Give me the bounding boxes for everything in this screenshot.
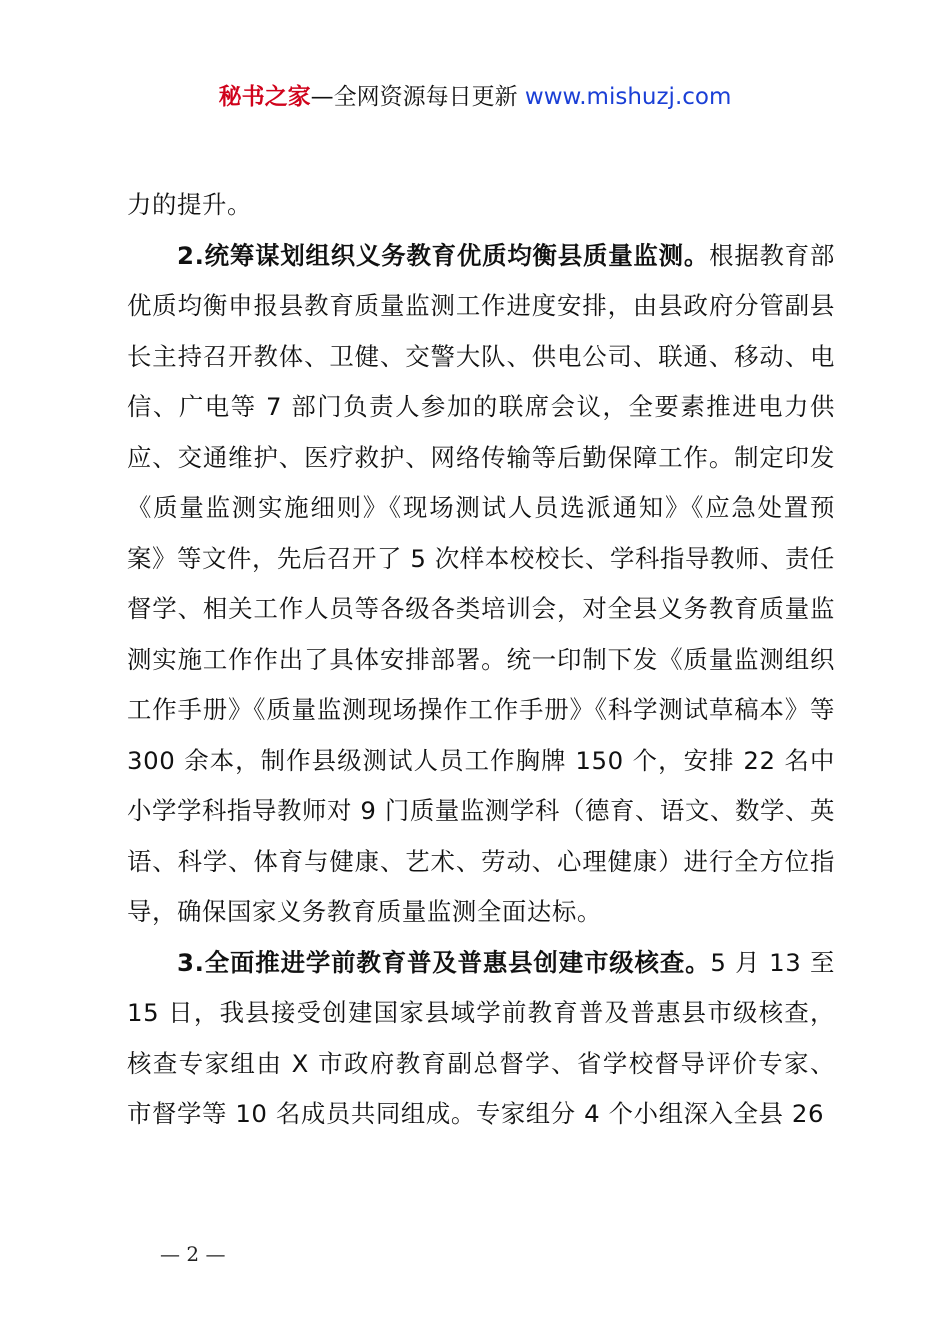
paragraph-continuation [127,180,835,231]
paragraph-section-3 [127,938,835,1140]
paragraph-heading: 3.全面推进学前教育普及普惠县创建市级核查。 [177,947,711,977]
paragraph-section-2 [127,231,835,938]
paragraph-text: 5 月 13 至 15 日，我县接受创建国家县域学前教育普及普惠县市级核查，核查专家组由 X 市政府教育副总督学、省学校督导评价专家、市督学等 10 名成员共同组成。专家组分 4 个小组深入全县 26 [127,947,835,1128]
header-tagline: 全网资源每日更新 [333,84,518,110]
header-brand: 秘书之家 [218,84,311,110]
page-header [0,80,950,114]
page-number: — 2 — [160,1242,226,1266]
header-url[interactable]: www.mishuzj.com [524,84,732,110]
paragraph-heading: 2.统筹谋划组织义务教育优质均衡县质量监测。 [177,240,710,270]
paragraph-text: 力的提升。 [127,190,252,219]
header-dash: — [310,84,334,110]
document-body [127,180,835,1140]
paragraph-text: 根据教育部优质均衡申报县教育质量监测工作进度安排，由县政府分管副县长主持召开教体、卫健、交警大队、供电公司、联通、移动、电信、广电等 7 部门负责人参加的联席会议，全要素推进电力供应、交通维护、医疗救护、网络传输等后勤保障工作。制定印发《质量监测实施细则》《现场测试人员选派通知》《应急处置预案》等文件，先后召开了 5 次样本校校长、学科指导教师、责任督学、相关工作人员等各级各类培训会，对全县义务教育质量监测实施工作作出了具体安排部署。统一印制下发《质量监测组织工作手册》《质量监测现场操作工作手册》《科学测试草稿本》等 300 余本，制作县级测试人员工作胸牌 150 个，安排 22 名中小学学科指导教师对 9 门质量监测学科（德育、语文、数学、英语、科学、体育与健康、艺术、劳动、心理健康）进行全方位指导，确保国家义务教育质量监测全面达标。 [127,240,835,926]
